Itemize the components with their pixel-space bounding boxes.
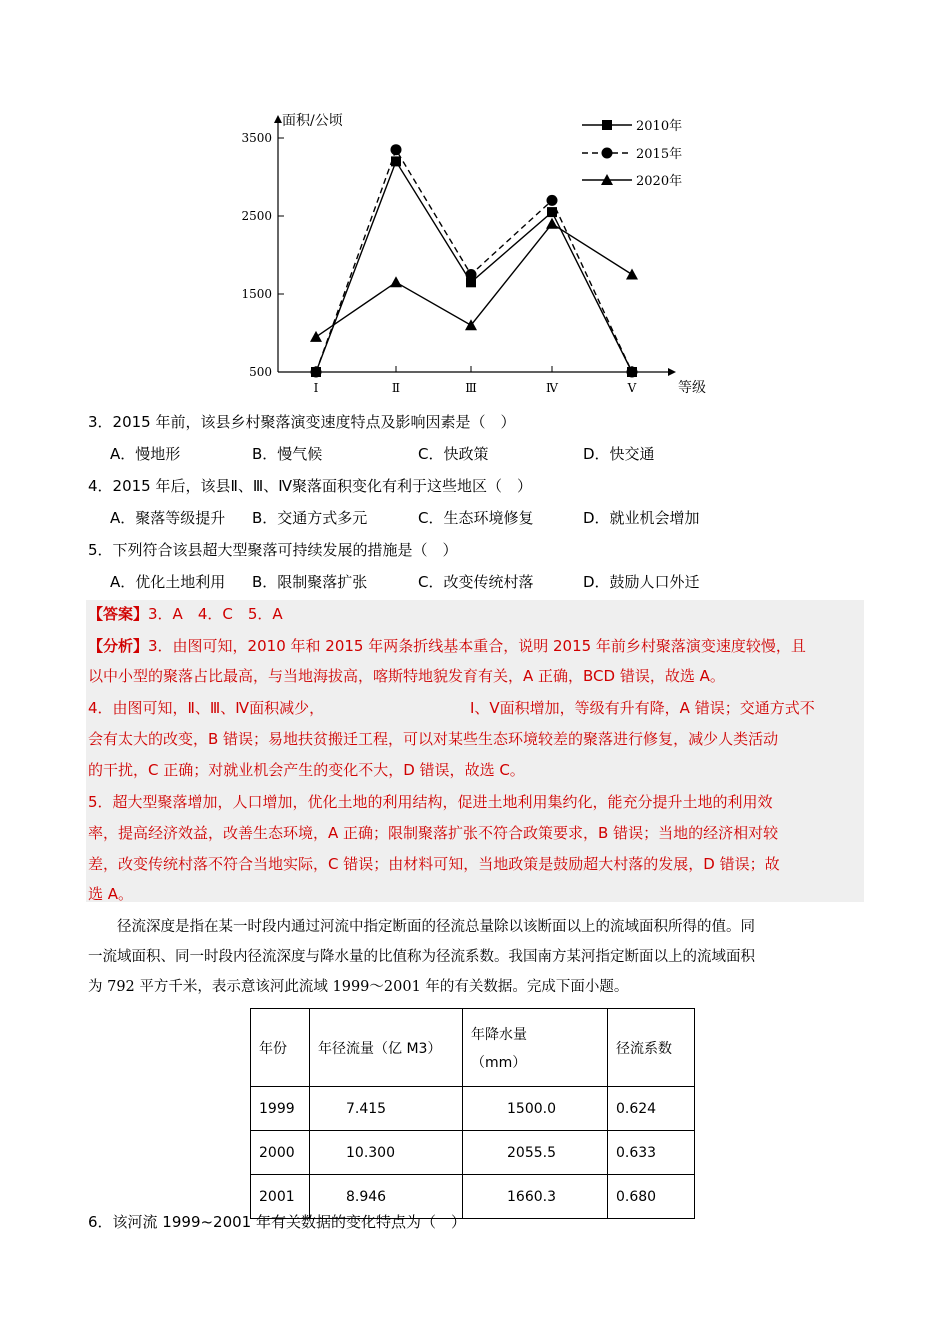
- y-axis-arrow-icon: [274, 115, 282, 123]
- q3-option-c[interactable]: C．快政策: [418, 445, 489, 463]
- cell-coef: 0.680: [608, 1175, 695, 1219]
- cell-year: 2000: [251, 1131, 310, 1175]
- q4-option-b[interactable]: B．交通方式多元: [252, 509, 368, 527]
- legend-label: 2015年: [636, 147, 683, 162]
- x-tick-label: Ⅰ: [313, 381, 319, 395]
- q3-option-b[interactable]: B．慢气候: [252, 445, 323, 463]
- chart-legend: [582, 118, 682, 189]
- x-tick-label: Ⅳ: [546, 381, 558, 395]
- q5-option-b[interactable]: B．限制聚落扩张: [252, 573, 368, 591]
- q4-option-d[interactable]: D．就业机会增加: [583, 509, 700, 527]
- question-3: 3．2015 年前，该县乡村聚落演变速度特点及影响因素是（ ）: [88, 413, 516, 431]
- legend-label: 2020年: [636, 174, 683, 189]
- table-row: [251, 1087, 695, 1131]
- cell-runoff: 7.415: [310, 1087, 463, 1131]
- q4-option-c[interactable]: C．生态环境修复: [418, 509, 534, 527]
- q3-option-d[interactable]: D．快交通: [583, 445, 655, 463]
- passage-line-1: 径流深度是指在某一时段内通过河流中指定断面的径流总量除以该断面以上的流域面积所得的值。同: [88, 919, 755, 935]
- header-rain-unit: （mm）: [471, 1054, 527, 1071]
- x-tick-label: Ⅱ: [391, 381, 401, 395]
- legend-label: 2010年: [636, 119, 683, 134]
- analysis-3-text-1: 3．由图可知，2010 年和 2015 年两条折线基本重合，说明 2015 年前乡村聚落演变速度较慢，且: [148, 637, 806, 655]
- y-tick-label: 2500: [241, 209, 272, 223]
- question-5: 5．下列符合该县超大型聚落可持续发展的措施是（ ）: [88, 541, 458, 559]
- header-year: 年份: [251, 1009, 310, 1087]
- cell-rain: 2055.5: [463, 1131, 608, 1175]
- answer-tag: 【答案】: [88, 605, 149, 623]
- answer-text: 3．A 4．C 5．A: [148, 605, 283, 623]
- q5-option-d[interactable]: D．鼓励人口外迁: [583, 573, 700, 591]
- header-rain-title: 年降水量: [471, 1026, 527, 1043]
- chart-series: [310, 144, 638, 377]
- cell-rain: 1660.3: [463, 1175, 608, 1219]
- x-axis-label: 等级: [678, 380, 706, 396]
- analysis-tag: 【分析】: [88, 637, 149, 655]
- series-0: [311, 156, 637, 377]
- cell-year: 1999: [251, 1087, 310, 1131]
- cell-coef: 0.633: [608, 1131, 695, 1175]
- legend-marker: [602, 148, 613, 159]
- analysis-4-line-1b: Ⅰ、Ⅴ面积增加，等级有升有降，A 错误；交通方式不: [470, 699, 815, 717]
- passage-line-2: 一流域面积、同一时段内径流深度与降水量的比值称为径流系数。我国南方某河指定断面以上的流域面积: [88, 949, 755, 965]
- settlement-area-chart: [230, 100, 730, 400]
- legend-marker: [602, 120, 612, 130]
- legend-item: [582, 118, 682, 134]
- data-point: [311, 367, 322, 378]
- data-point: [627, 367, 638, 378]
- cell-year: 2001: [251, 1175, 310, 1219]
- question-6: 6．该河流 1999~2001 年有关数据的变化特点为（ ）: [88, 1213, 466, 1231]
- x-tick-label: Ⅲ: [465, 381, 477, 395]
- analysis-5-line-3: 差，改变传统村落不符合当地实际，C 错误；由材料可知，当地政策是鼓励超大村落的发展，D 错误；故: [88, 855, 780, 873]
- table-row: [251, 1131, 695, 1175]
- question-4: 4．2015 年后，该县Ⅱ、Ⅲ、Ⅳ聚落面积变化有利于这些地区（ ）: [88, 477, 533, 495]
- data-point: [626, 269, 638, 280]
- q4-option-a[interactable]: A．聚落等级提升: [110, 509, 226, 527]
- analysis-4-line-2: 会有太大的改变，B 错误；易地扶贫搬迁工程，可以对某些生态环境较差的聚落进行修复，减少人类活动: [88, 730, 779, 748]
- cell-rain: 1500.0: [463, 1087, 608, 1131]
- y-tick-label: 500: [249, 365, 272, 379]
- cell-runoff: 10.300: [310, 1131, 463, 1175]
- series-1: [311, 144, 638, 377]
- header-rain: [463, 1009, 608, 1087]
- data-point: [391, 144, 402, 155]
- data-point: [310, 331, 322, 342]
- analysis-3-line-1: [88, 636, 806, 656]
- runoff-table: [250, 1008, 695, 1219]
- x-axis-arrow-icon: [668, 368, 676, 376]
- analysis-4-line-3: 的干扰，C 正确；对就业机会产生的变化不大，D 错误，故选 C。: [88, 761, 525, 779]
- data-point: [466, 269, 477, 280]
- answer-line: [88, 604, 283, 624]
- data-point: [547, 195, 558, 206]
- legend-item: [582, 173, 682, 189]
- q5-option-c[interactable]: C．改变传统村落: [418, 573, 534, 591]
- analysis-4-line-1a: 4．由图可知，Ⅱ、Ⅲ、Ⅳ面积减少，: [88, 699, 325, 717]
- header-runoff: 年径流量（亿 M3）: [310, 1009, 463, 1087]
- series-line: [316, 150, 632, 372]
- legend-item: [582, 146, 682, 162]
- cell-coef: 0.624: [608, 1087, 695, 1131]
- table-header-row: [251, 1009, 695, 1087]
- y-tick-label: 1500: [241, 287, 272, 301]
- y-tick-label: 3500: [241, 131, 272, 145]
- series-line: [316, 161, 632, 372]
- passage-line-3: 为 792 平方千米，表示意该河此流域 1999～2001 年的有关数据。完成下面小题。: [88, 979, 629, 995]
- header-coef: 径流系数: [608, 1009, 695, 1087]
- analysis-5-line-2: 率，提高经济效益，改善生态环境，A 正确；限制聚落扩张不符合政策要求，B 错误；当地的经济相对较: [88, 824, 779, 842]
- q3-option-a[interactable]: A．慢地形: [110, 445, 181, 463]
- cell-runoff: 8.946: [310, 1175, 463, 1219]
- analysis-5-line-1: 5．超大型聚落增加，人口增加，优化土地的利用结构，促进土地利用集约化，能充分提升土地的利用效: [88, 793, 773, 811]
- data-point: [390, 276, 402, 287]
- q5-option-a[interactable]: A．优化土地利用: [110, 573, 226, 591]
- analysis-3-line-2: 以中小型的聚落占比最高，与当地海拔高，喀斯特地貌发育有关，A 正确，BCD 错误，故选 A。: [88, 667, 725, 685]
- analysis-5-line-4: 选 A。: [88, 885, 134, 903]
- x-tick-label: Ⅴ: [627, 381, 637, 395]
- y-axis-label: 面积/公顷: [282, 113, 343, 129]
